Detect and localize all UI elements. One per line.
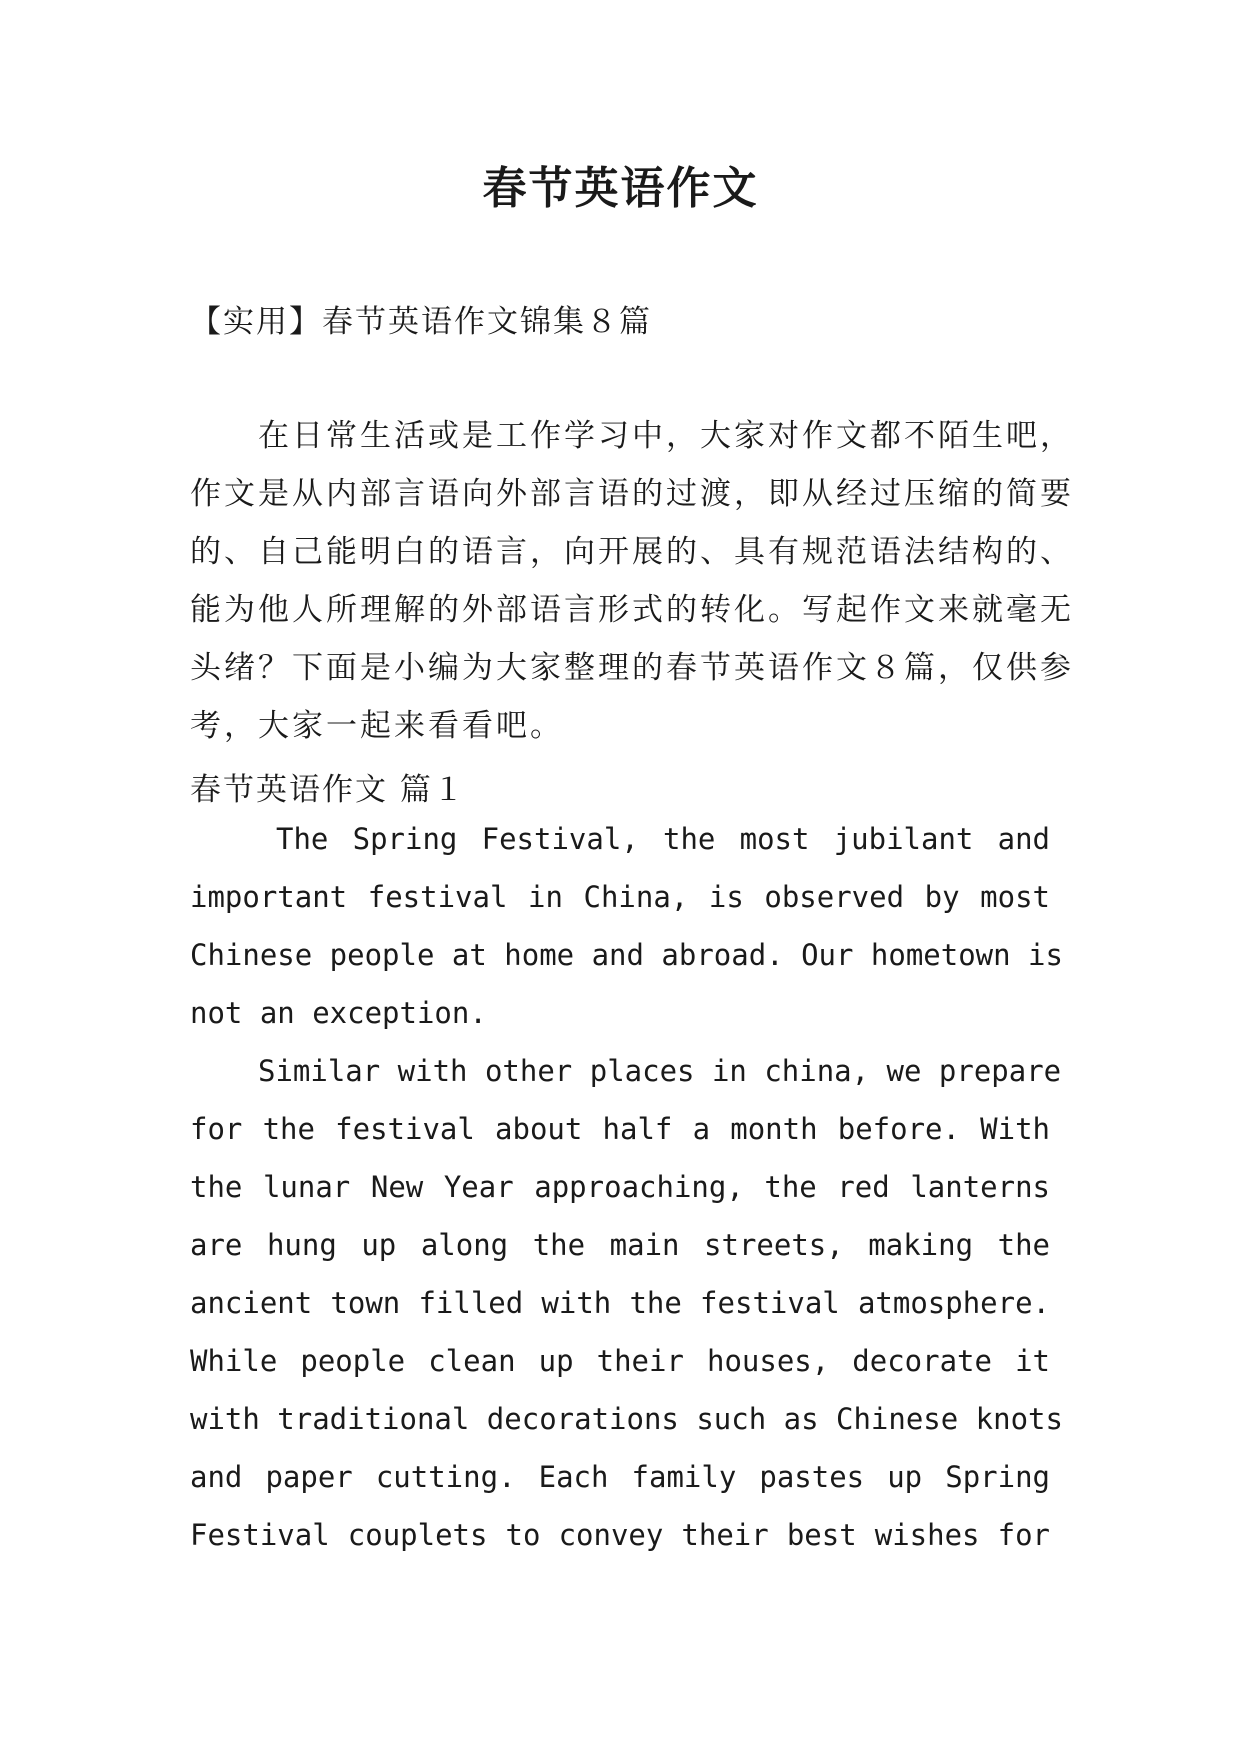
- paragraph-line: with traditional decorations such as Chinese knots: [190, 1402, 1063, 1436]
- intro-line: 头绪？下面是小编为大家整理的春节英语作文８篇，仅供参: [190, 650, 1074, 686]
- paragraph-line: While people clean up their houses, decorate it: [190, 1344, 1050, 1378]
- section-heading: 春节英语作文 篇１: [190, 772, 466, 808]
- paragraph-line: for the festival about half a month before. With: [190, 1112, 1050, 1146]
- paragraph-line: important festival in China, is observed by most: [190, 880, 1050, 914]
- intro-line: 在日常生活或是工作学习中，大家对作文都不陌生吧，: [258, 418, 1074, 454]
- paragraph-line: ancient town filled with the festival atmosphere.: [190, 1286, 1050, 1320]
- intro-line: 作文是从内部言语向外部言语的过渡，即从经过压缩的简要: [190, 476, 1074, 512]
- paragraph-line: and paper cutting. Each family pastes up Spring: [190, 1460, 1050, 1494]
- paragraph-line: Festival couplets to convey their best wishes for: [190, 1518, 1050, 1552]
- paragraph-line: Similar with other places in china, we prepare: [258, 1054, 1062, 1088]
- intro-line: 能为他人所理解的外部语言形式的转化。写起作文来就毫无: [190, 592, 1074, 628]
- document-title: 春节英语作文: [482, 163, 759, 214]
- paragraph-line: The Spring Festival, the most jubilant and: [276, 822, 1050, 856]
- paragraph-line: are hung up along the main streets, making the: [190, 1228, 1050, 1262]
- intro-line: 的、自己能明白的语言，向开展的、具有规范语法结构的、: [190, 534, 1074, 570]
- paragraph-line: the lunar New Year approaching, the red lanterns: [190, 1170, 1050, 1204]
- intro-line: 考，大家一起来看看吧。: [190, 708, 564, 744]
- paragraph-line: Chinese people at home and abroad. Our hometown is: [190, 938, 1063, 972]
- paragraph-line: not an exception.: [190, 996, 487, 1030]
- document-subtitle: 【实用】春节英语作文锦集８篇: [190, 304, 652, 340]
